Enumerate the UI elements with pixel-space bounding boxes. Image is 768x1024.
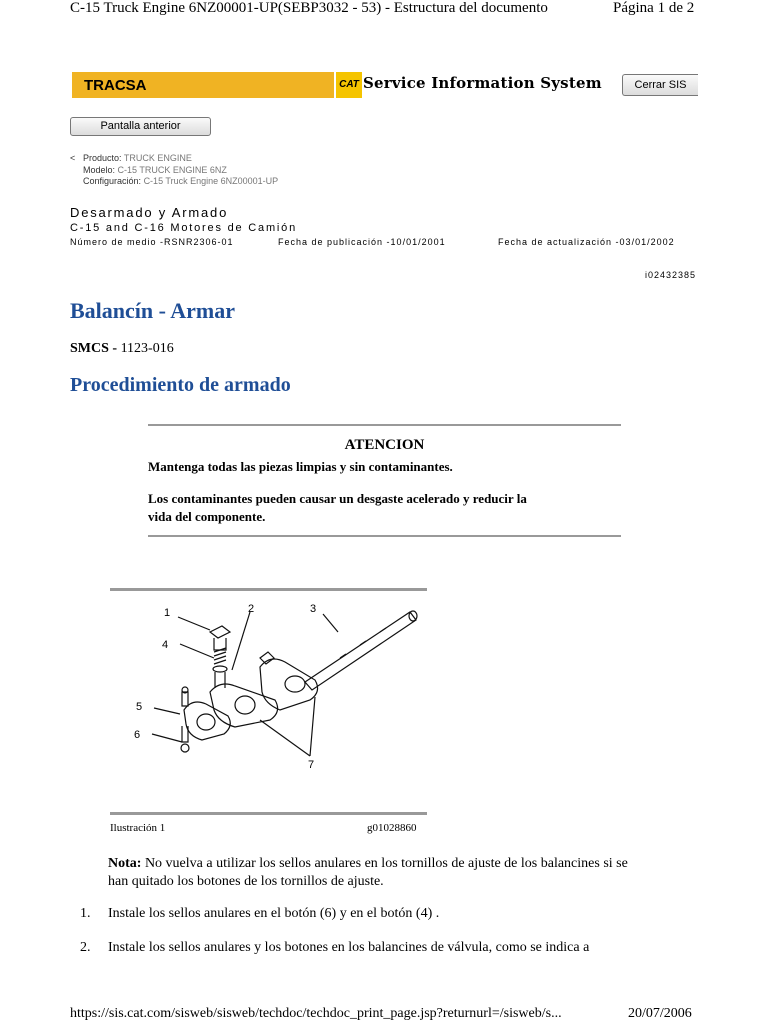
smcs-line: [70, 341, 174, 357]
model-label: Modelo:: [83, 165, 116, 175]
step-2-number: 2.: [80, 940, 91, 955]
rocker-arm-illustration: [110, 592, 427, 812]
attention-line-1: Mantenga todas las piezas limpias y sin contaminantes.: [148, 459, 453, 474]
section-title: Desarmado y Armado: [70, 205, 229, 220]
tracsa-logo: TRACSA: [84, 77, 147, 94]
figure-code: g01028860: [367, 822, 417, 834]
smcs-label: SMCS -: [70, 341, 118, 356]
figure-caption: Ilustración 1: [110, 822, 166, 834]
cat-logo-icon: CAT: [336, 72, 362, 98]
callout-3: 3: [310, 603, 317, 615]
figure-top-rule: [110, 588, 427, 591]
step-1-text: Instale los sellos anulares en el botón (6) y en el botón (4) .: [108, 906, 440, 921]
publication-date: Fecha de publicación -10/01/2001: [278, 237, 446, 247]
print-header-title: C-15 Truck Engine 6NZ00001-UP(SEBP3032 - 53) - Estructura del documento: [70, 0, 548, 16]
update-date: Fecha de actualización -03/01/2002: [498, 237, 675, 247]
attention-line-2a: Los contaminantes pueden causar un desgaste acelerado y reducir la: [148, 491, 527, 506]
callout-7: 7: [308, 759, 315, 771]
note-line-1: [108, 856, 628, 872]
chevron-left-icon[interactable]: <: [70, 153, 76, 163]
footer-url: https://sis.cat.com/sisweb/sisweb/techdoc/techdoc_print_page.jsp?returnurl=/sisweb/s...: [70, 1006, 562, 1021]
attention-line-2b: vida del componente.: [148, 509, 266, 524]
print-header-page: Página 1 de 2: [613, 0, 695, 16]
note-label: Nota:: [108, 856, 142, 871]
step-2-text: Instale los sellos anulares y los botones en los balancines de válvula, como se indica a: [108, 940, 590, 955]
callout-2: 2: [248, 603, 255, 615]
close-sis-button[interactable]: Cerrar SIS: [622, 74, 698, 96]
model-value: C-15 TRUCK ENGINE 6NZ: [117, 165, 227, 175]
attention-title: ATENCION: [344, 437, 425, 453]
config-value: C-15 Truck Engine 6NZ00001-UP: [143, 176, 279, 186]
media-number: Número de medio -RSNR2306-01: [70, 237, 234, 247]
callout-6: 6: [134, 729, 141, 741]
smcs-code: 1123-016: [120, 341, 174, 356]
section-subtitle: C-15 and C-16 Motores de Camión: [70, 222, 297, 234]
config-label: Configuración:: [83, 176, 142, 186]
attention-bottom-rule: [148, 535, 621, 537]
procedure-heading: Procedimiento de armado: [70, 374, 291, 396]
sis-title: Service Information System: [363, 74, 602, 92]
back-button[interactable]: Pantalla anterior: [70, 117, 211, 136]
product-label: Producto:: [83, 153, 122, 163]
config-line: [83, 176, 278, 186]
page-title: Balancín - Armar: [70, 298, 235, 323]
product-line: [83, 153, 192, 163]
document-id: i02432385: [645, 270, 697, 280]
product-value: TRUCK ENGINE: [123, 153, 192, 163]
callout-1: 1: [164, 607, 171, 619]
attention-top-rule: [148, 424, 621, 426]
callout-4: 4: [162, 639, 169, 651]
callout-5: 5: [136, 701, 143, 713]
step-1-number: 1.: [80, 906, 91, 921]
note-text-a: No vuelva a utilizar los sellos anulares en los tornillos de ajuste de los balancines si se: [144, 856, 628, 871]
note-text-b: han quitado los botones de los tornillos de ajuste.: [108, 874, 384, 889]
model-line: [83, 165, 227, 175]
figure-bottom-rule: [110, 812, 427, 815]
footer-date: 20/07/2006: [628, 1006, 692, 1021]
